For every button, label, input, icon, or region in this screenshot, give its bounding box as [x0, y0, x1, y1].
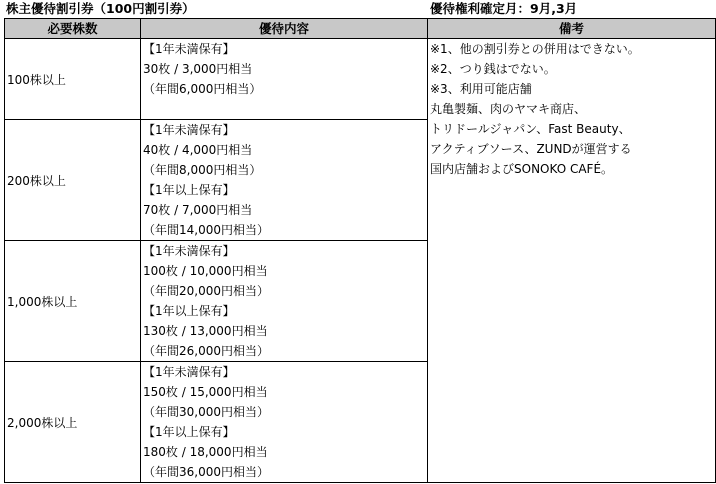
content-line: 70枚 / 7,000円相当 [143, 203, 253, 217]
content-line: （年間26,000円相当） [143, 344, 269, 358]
page-title: 株主優待割引券（100円割引券） [6, 1, 195, 16]
content-line: 【1年未満保有】 [143, 244, 235, 258]
note-line: トリドールジャパン、Fast Beauty、 [430, 122, 631, 136]
content-line: 150枚 / 15,000円相当 [143, 385, 268, 399]
content-cell [141, 120, 428, 241]
header-row [5, 19, 716, 39]
content-line: （年間30,000円相当） [143, 405, 269, 419]
content-line: 30枚 / 3,000円相当 [143, 62, 253, 76]
benefits-table [4, 18, 716, 483]
content-cell [141, 362, 428, 483]
notes-cell [428, 39, 716, 483]
table-row [5, 39, 716, 120]
shares-cell: 100株以上 [5, 39, 141, 120]
note-line: 国内店舗およびSONOKO CAFÉ。 [430, 162, 614, 176]
note-line: アクティブソース、ZUNDが運営する [430, 142, 632, 156]
content-line: 【1年未満保有】 [143, 123, 235, 137]
content-line: （年間20,000円相当） [143, 284, 269, 298]
shares-cell: 2,000株以上 [5, 362, 141, 483]
header-notes: 備考 [428, 19, 716, 39]
header-shares: 必要株数 [5, 19, 141, 39]
shares-cell: 200株以上 [5, 120, 141, 241]
content-line: 【1年未満保有】 [143, 42, 235, 56]
note-line: 丸亀製麺、肉のヤマキ商店、 [430, 102, 587, 116]
content-line: 【1年以上保有】 [143, 304, 235, 318]
content-line: 100枚 / 10,000円相当 [143, 264, 268, 278]
content-cell [141, 39, 428, 120]
content-line: （年間14,000円相当） [143, 223, 269, 237]
note-line: ※2、つり銭はでない。 [430, 62, 556, 76]
header-content: 優待内容 [141, 19, 428, 39]
content-line: 【1年以上保有】 [143, 183, 235, 197]
content-line: 40枚 / 4,000円相当 [143, 143, 253, 157]
content-line: （年間36,000円相当） [143, 465, 269, 479]
content-line: （年間8,000円相当） [143, 163, 262, 177]
shares-cell: 1,000株以上 [5, 241, 141, 362]
content-line: 【1年未満保有】 [143, 365, 235, 379]
content-line: 180枚 / 18,000円相当 [143, 445, 268, 459]
content-cell [141, 241, 428, 362]
content-line: （年間6,000円相当） [143, 82, 262, 96]
content-line: 130枚 / 13,000円相当 [143, 324, 268, 338]
note-line: ※3、利用可能店舗 [430, 82, 532, 96]
content-line: 【1年以上保有】 [143, 425, 235, 439]
note-line: ※1、他の割引券との併用はできない。 [430, 42, 640, 56]
record-date: 優待権利確定月：9月,3月 [430, 1, 578, 16]
